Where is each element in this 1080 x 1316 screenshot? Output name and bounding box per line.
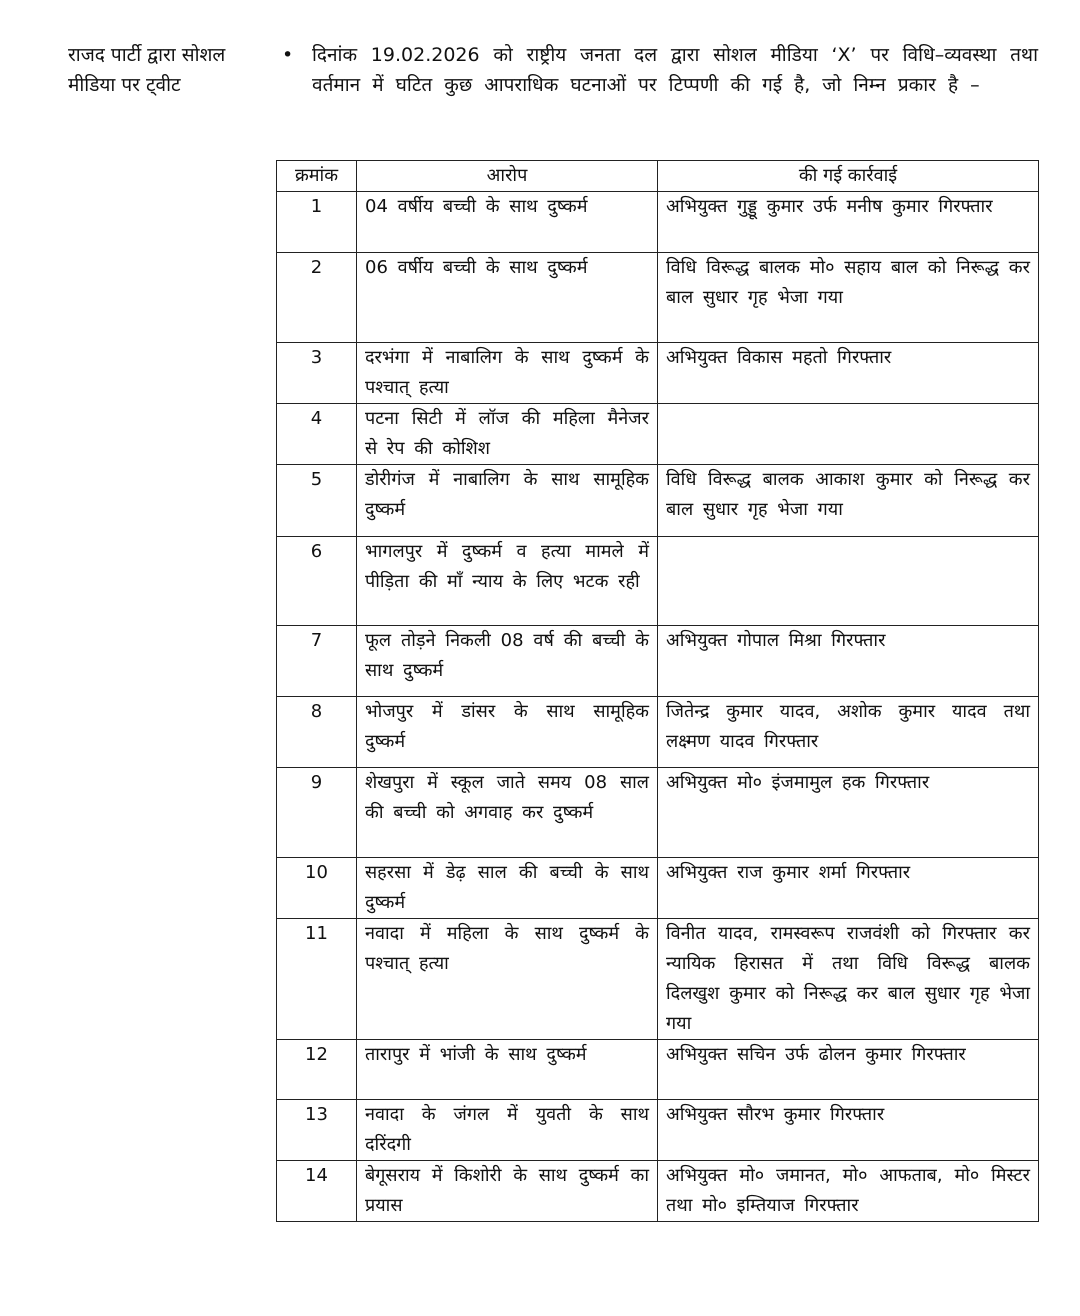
- intro-text: दिनांक 19.02.2026 को राष्ट्रीय जनता दल द्वारा सोशल मीडिया ‘X’ पर विधि–व्यवस्था तथा वर्तमान में घटित कुछ आपराधिक घटनाओं पर टिप्पणी की गई है, जो निम्न प्रकार है –: [312, 44, 1038, 96]
- row-allegation: भोजपुर में डांसर के साथ सामूहिक दुष्कर्म: [357, 697, 658, 768]
- table-row: [277, 465, 1039, 537]
- row-action: [658, 537, 1039, 626]
- row-allegation: फूल तोड़ने निकली 08 वर्ष की बच्ची के साथ दुष्कर्म: [357, 626, 658, 697]
- row-action: [658, 404, 1039, 465]
- row-serial: 8: [277, 697, 357, 768]
- row-serial: 12: [277, 1040, 357, 1100]
- bullet-marker: •: [282, 44, 294, 66]
- table-row: [277, 697, 1039, 768]
- row-action: जितेन्द्र कुमार यादव, अशोक कुमार यादव तथा लक्ष्मण यादव गिरफ्तार: [658, 697, 1039, 768]
- table-row: [277, 343, 1039, 404]
- row-allegation: नवादा के जंगल में युवती के साथ दरिंदगी: [357, 1100, 658, 1161]
- row-serial: 7: [277, 626, 357, 697]
- table-row: [277, 919, 1039, 1040]
- table-row: [277, 1040, 1039, 1100]
- row-serial: 9: [277, 768, 357, 858]
- table-row: [277, 537, 1039, 626]
- row-action: विधि विरूद्ध बालक मो० सहाय बाल को निरूद्ध कर बाल सुधार गृह भेजा गया: [658, 253, 1039, 343]
- row-allegation: पटना सिटी में लॉज की महिला मैनेजर से रेप की कोशिश: [357, 404, 658, 465]
- row-action: अभियुक्त सचिन उर्फ ढोलन कुमार गिरफ्तार: [658, 1040, 1039, 1100]
- row-allegation: 04 वर्षीय बच्ची के साथ दुष्कर्म: [357, 192, 658, 253]
- table-row: [277, 1161, 1039, 1222]
- row-allegation: भागलपुर में दुष्कर्म व हत्या मामले में पीड़िता की माँ न्याय के लिए भटक रही: [357, 537, 658, 626]
- row-serial: 2: [277, 253, 357, 343]
- header-serial: क्रमांक: [277, 161, 357, 192]
- row-action: अभियुक्त सौरभ कुमार गिरफ्तार: [658, 1100, 1039, 1161]
- row-action: अभियुक्त राज कुमार शर्मा गिरफ्तार: [658, 858, 1039, 919]
- row-action: विधि विरूद्ध बालक आकाश कुमार को निरूद्ध कर बाल सुधार गृह भेजा गया: [658, 465, 1039, 537]
- incident-table: [276, 160, 1039, 1222]
- table-row: [277, 626, 1039, 697]
- table-row: [277, 253, 1039, 343]
- row-allegation: दरभंगा में नाबालिग के साथ दुष्कर्म के पश्चात् हत्या: [357, 343, 658, 404]
- table-row: [277, 768, 1039, 858]
- header-action-taken: की गई कार्रवाई: [658, 161, 1039, 192]
- row-allegation: सहरसा में डेढ़ साल की बच्ची के साथ दुष्कर्म: [357, 858, 658, 919]
- row-serial: 11: [277, 919, 357, 1040]
- table-header-row: [277, 161, 1039, 192]
- row-serial: 6: [277, 537, 357, 626]
- row-action: अभियुक्त मो० इंजमामुल हक गिरफ्तार: [658, 768, 1039, 858]
- row-allegation: 06 वर्षीय बच्ची के साथ दुष्कर्म: [357, 253, 658, 343]
- row-allegation: डोरीगंज में नाबालिग के साथ सामूहिक दुष्कर्म: [357, 465, 658, 537]
- row-serial: 3: [277, 343, 357, 404]
- row-serial: 5: [277, 465, 357, 537]
- row-action: अभियुक्त मो० जमानत, मो० आफताब, मो० मिस्टर तथा मो० इम्तियाज गिरफ्तार: [658, 1161, 1039, 1222]
- row-allegation: शेखपुरा में स्कूल जाते समय 08 साल की बच्ची को अगवाह कर दुष्कर्म: [357, 768, 658, 858]
- table-row: [277, 1100, 1039, 1161]
- row-allegation: तारापुर में भांजी के साथ दुष्कर्म: [357, 1040, 658, 1100]
- intro-paragraph: [282, 40, 1038, 100]
- header-allegation: आरोप: [357, 161, 658, 192]
- side-heading: राजद पार्टी द्वारा सोशल मीडिया पर ट्वीट: [68, 44, 226, 96]
- row-allegation: बेगूसराय में किशोरी के साथ दुष्कर्म का प्रयास: [357, 1161, 658, 1222]
- row-serial: 4: [277, 404, 357, 465]
- row-action: अभियुक्त गुड्डू कुमार उर्फ मनीष कुमार गिरफ्तार: [658, 192, 1039, 253]
- row-action: अभियुक्त विकास महतो गिरफ्तार: [658, 343, 1039, 404]
- row-action: अभियुक्त गोपाल मिश्रा गिरफ्तार: [658, 626, 1039, 697]
- table-row: [277, 192, 1039, 253]
- row-serial: 10: [277, 858, 357, 919]
- row-action: विनीत यादव, रामस्वरूप राजवंशी को गिरफ्तार कर न्यायिक हिरासत में तथा विधि विरूद्ध बालक दिलखुश कुमार को निरूद्ध कर बाल सुधार गृह भेजा गया: [658, 919, 1039, 1040]
- table-row: [277, 404, 1039, 465]
- row-allegation: नवादा में महिला के साथ दुष्कर्म के पश्चात् हत्या: [357, 919, 658, 1040]
- row-serial: 13: [277, 1100, 357, 1161]
- row-serial: 1: [277, 192, 357, 253]
- row-serial: 14: [277, 1161, 357, 1222]
- table-row: [277, 858, 1039, 919]
